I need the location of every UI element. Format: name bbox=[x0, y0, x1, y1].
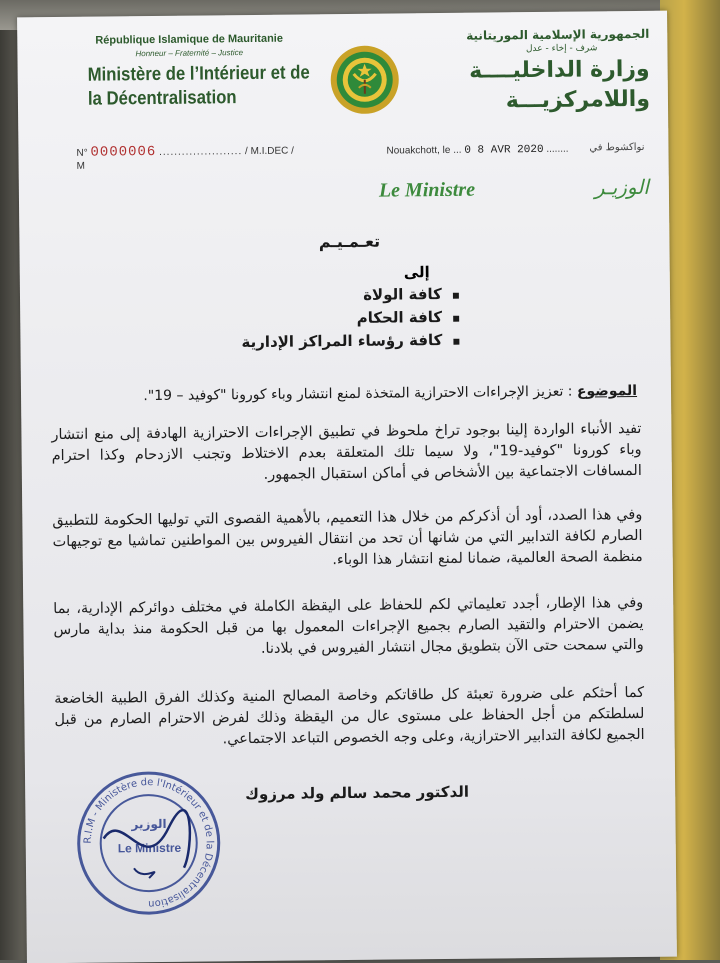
list-item: ▪ كافة الولاة bbox=[241, 283, 460, 308]
ar-country-name: الجمهورية الإسلامية الموريتانية bbox=[466, 26, 650, 43]
fr-ministry-line2: la Décentralisation bbox=[87, 87, 237, 110]
fr-country-name: République Islamique de Mauritanie bbox=[95, 32, 284, 47]
ar-ministry-line2: واللامركزيـــة bbox=[505, 86, 651, 114]
svg-text:R.I.M - Ministère de l'Intérie: R.I.M - Ministère de l'Intérieur et de la Décentralisation bbox=[82, 777, 215, 910]
stamp-seal-icon bbox=[73, 767, 225, 919]
place-ar: نواكشوط في bbox=[589, 141, 645, 154]
national-emblem bbox=[325, 43, 404, 116]
paragraph-1: تفيد الأنباء الواردة إلينا بوجود تراخ ملحوظ في تطبيق الإجراءات الاحترازية الهادفة إلى منع انتشار وباء كورونا "كوفيد-19"، ولا سيما تلك المتعلقة بعدم الاختلاط وتجنب الازدحام وكذا احترام المسافات الاجتماعية بين الأشخاص في أماكن استقبال الجمهور. bbox=[51, 420, 642, 483]
ar-motto: شرف - إخاء - عدل bbox=[525, 43, 598, 55]
reference-suffix: / M.I.DEC / M bbox=[76, 145, 294, 172]
to-label: إلى bbox=[403, 263, 430, 282]
fr-motto: Honneur – Fraternité – Justice bbox=[135, 48, 244, 59]
signatory-name: الدكتور محمد سالم ولد مرزوك bbox=[245, 782, 470, 804]
minister-title-fr: Le Ministre bbox=[378, 178, 476, 202]
circular-title: تعـمـيـم bbox=[318, 231, 381, 252]
subject-label: الموضوع bbox=[576, 382, 638, 400]
paragraph-4: كما أحثكم على ضرورة تعبئة كل طاقاتكم وخاصة المصالح المنية وكذلك الفرق الطبية الخاضعة لسلطتكم من أجل الحفاظ على مستوى عال من اليقظة وذلك لفرض الاحترام الصارم من قبل الجميع لكافة التدابير الاحترازية، وعلى وجه الخصوص التباعد الاجتماعي. bbox=[54, 684, 645, 748]
svg-text:Le Ministre: Le Ministre bbox=[117, 840, 182, 856]
minister-title-ar: الوزيـر bbox=[594, 174, 649, 200]
date-line: Nouakchott, le ... 0 8 AVR 2020 ........ bbox=[386, 143, 569, 157]
list-item: ▪ كافة رؤساء المراكز الإدارية bbox=[241, 329, 460, 354]
fr-ministry-line1: Ministère de l’Intérieur et de bbox=[87, 62, 310, 86]
emblem-icon bbox=[325, 43, 404, 116]
place-fr: Nouakchott, le bbox=[386, 144, 451, 157]
list-item: ▪ كافة الحكام bbox=[241, 306, 460, 331]
reference-number-line: N° 0000006 ...................... / M.I.DEC / M bbox=[76, 143, 294, 172]
paragraph-3: وفي هذا الإطار، أجدد تعليماتي لكم للحفاظ على اليقظة الكاملة في مختلف دوائركم الإدارية، بما يضمن الاحترام والتقيد الصارم بجميع الإجراءات المعمول بها من قبل الحكومة منذ بداية مارس والتي سمحت حتى الآن بتطويق مجال انتشار الفيروس في بلادنا. bbox=[53, 594, 644, 657]
official-stamp bbox=[73, 767, 225, 919]
recipients-list bbox=[241, 283, 461, 354]
reference-number: 0000006 bbox=[90, 143, 157, 161]
svg-text:الوزير: الوزير bbox=[131, 816, 167, 832]
reference-prefix: N° bbox=[76, 147, 88, 159]
date-stamp: 0 8 AVR 2020 bbox=[464, 143, 544, 157]
letter-page bbox=[17, 11, 677, 963]
subject-text: : تعزيز الإجراءات الاحترازية المتخذة لمنع انتشار وباء كورونا "كوفيد – 19". bbox=[143, 383, 573, 405]
paragraph-2: وفي هذا الصدد، أود أن أذكركم من خلال هذا التعميم، بالأهمية القصوى التي توليها الحكومة للتطبيق الصارم لكافة التدابير التي من شانها أن تحد من انتقال الفيروس بين المواطنين تماشيا مع توجيهات منظمة الصحة العالمية، ضمانا لمنع انتشار هذا الوباء. bbox=[52, 506, 643, 569]
subject-line bbox=[77, 383, 637, 405]
ar-ministry-line1: وزارة الداخليــــة bbox=[469, 56, 650, 84]
